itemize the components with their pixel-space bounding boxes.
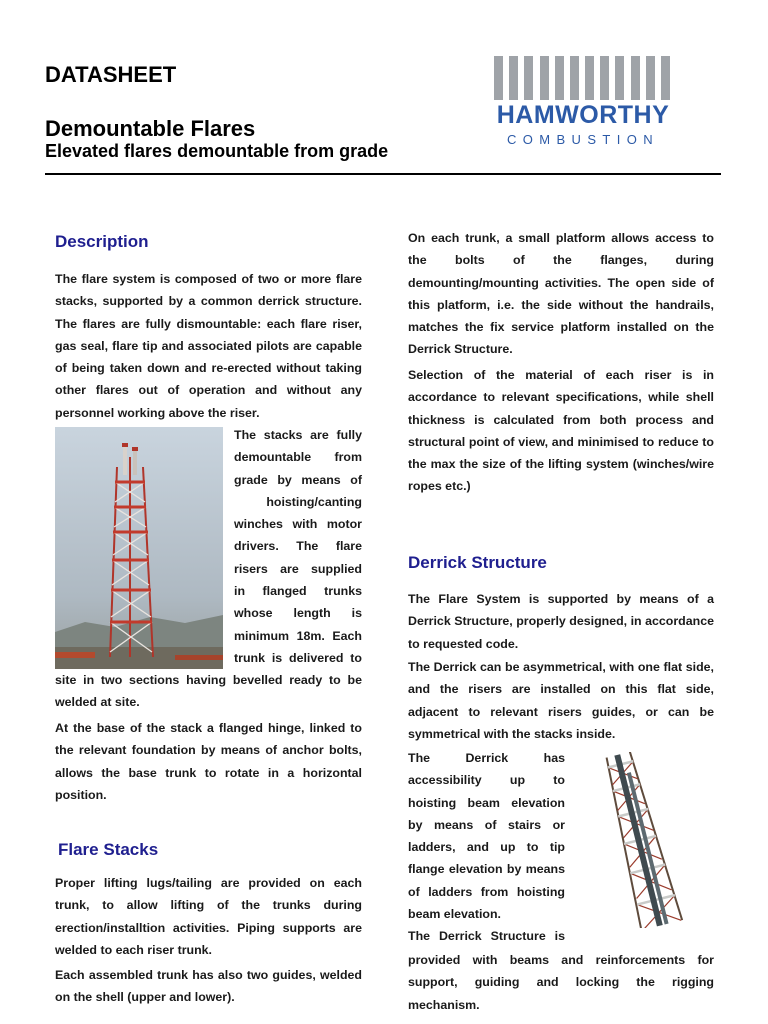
description-paragraph-2-wrapped (234, 424, 362, 669)
description-paragraph-2-rest: site in two sections having bevelled ready to be welded at site. (55, 673, 362, 710)
derrick-paragraph-3-wrapped (408, 747, 565, 948)
description-paragraph-1: The flare system is composed of two or more flare stacks, supported by a common derrick structure. The flares are fully dismountable: each flare riser, gas seal, flare tip and associated pilots are capable of being taken down and re-erected without taking other flares out of operation and without any personnel working above the riser. (55, 272, 362, 420)
text-line: whose length is (234, 606, 362, 621)
logo-subtitle: COMBUSTION (506, 132, 660, 147)
derrick-heading: Derrick Structure (408, 553, 547, 572)
flare-stack-image (55, 427, 223, 669)
text-line: by means of stairs or (408, 817, 565, 832)
text-line: drivers. The flare (234, 539, 362, 554)
flare-stacks-paragraph-2: Each assembled trunk has also two guides, welded on the shell (upper and lower). (55, 968, 362, 1005)
description-heading: Description (55, 232, 149, 251)
header-rule (45, 173, 721, 175)
text-line: The Derrick Structure is (408, 929, 565, 944)
datasheet-label: DATASHEET (45, 62, 177, 87)
hamworthy-logo (492, 52, 674, 148)
flare-stacks-heading: Flare Stacks (58, 840, 159, 859)
text-line: risers are supplied (234, 561, 362, 576)
text-line: beam elevation. (408, 907, 501, 922)
text-line: flange elevation by means (408, 862, 565, 877)
derrick-image (580, 752, 698, 928)
logo-name: HAMWORTHY (496, 101, 670, 129)
right-paragraph-1: On each trunk, a small platform allows access to the bolts of the flanges, during demounting/mounting activities. The open side of this platform, i.e. the side without the handrails, matches the fix service platform installed on the Derrick Structure. (408, 231, 714, 357)
right-paragraph-2: Selection of the material of each riser is in accordance to relevant specifications, while shell thickness is calculated from both process and structural point of view, and minimised to reduce to the max the size of the lifting system (winches/wire ropes etc.) (408, 368, 714, 494)
description-paragraph-3: At the base of the stack a flanged hinge, linked to the relevant foundation by means of anchor bolts, allows the base trunk to rotate in a horizontal position. (55, 721, 362, 802)
text-line: of ladders from hoisting (408, 884, 565, 899)
text-line: accessibility up to (408, 773, 565, 788)
text-line: demountable from (234, 450, 362, 465)
flare-stack-photo (55, 427, 223, 669)
page-title: Demountable Flares (45, 116, 256, 141)
text-line: ladders, and up to tip (408, 840, 565, 855)
derrick-paragraph-3-rest: provided with beams and reinforcements for support, guiding and locking the rigging mechanism. (408, 953, 714, 1012)
derrick-photo (580, 752, 698, 928)
text-line: minimum 18m. Each (234, 628, 362, 643)
text-line: in flanged trunks (234, 584, 362, 599)
flare-stacks-paragraph-1: Proper lifting lugs/tailing are provided on each trunk, to allow lifting of the trunks during erection/installtion activities. Piping supports are welded to each riser trunk. (55, 876, 362, 957)
page-subtitle: Elevated flares demountable from grade (45, 141, 389, 161)
derrick-paragraph-1: The Flare System is supported by means of a Derrick Structure, properly designed, in accordance to requested code. (408, 592, 714, 651)
text-line: The stacks are fully (234, 428, 362, 442)
text-line: hoisting/canting (266, 494, 362, 509)
text-line: The Derrick has (408, 751, 565, 765)
text-line: hoisting beam elevation (408, 795, 565, 810)
derrick-paragraph-2: The Derrick can be asymmetrical, with one flat side, and the risers are installed on this flat side, adjacent to relevant risers guides, or can be symmetrical with the stacks inside. (408, 660, 714, 741)
text-line: grade by means of (234, 472, 362, 487)
text-line: winches with motor (234, 517, 362, 532)
text-line: trunk is delivered to (234, 650, 362, 665)
logo-bars-icon (494, 56, 670, 100)
